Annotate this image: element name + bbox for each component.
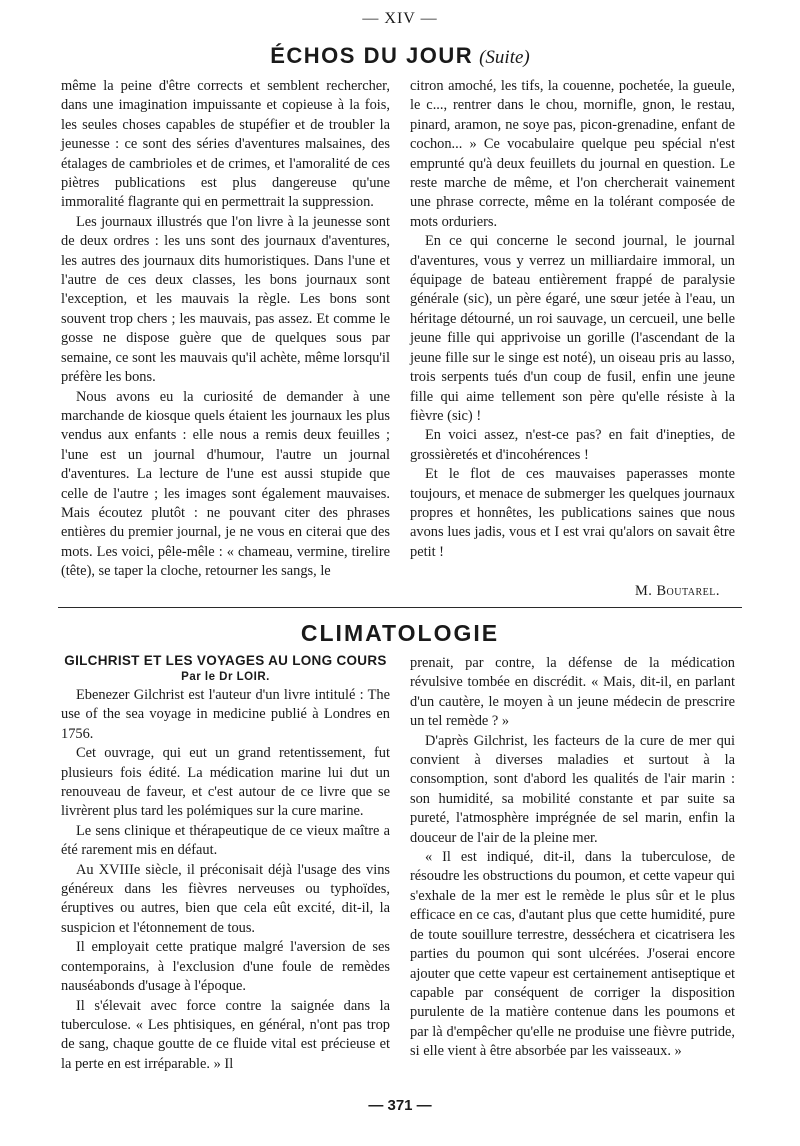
roman-page-number: — XIV — bbox=[362, 10, 438, 27]
paragraph: Au XVIIIe siècle, il préconisait déjà l'usage des vins généreux dans les fièvres nerveuses ou typhoïdes, éruptives ou autres, bien que cela eût excité, dit-il, la suspicion et l'étonnement de tous. bbox=[61, 861, 390, 936]
climatologie-column-left bbox=[61, 686, 390, 1074]
paragraph: Cet ouvrage, qui eut un grand retentissement, fut plusieurs fois édité. La médication marine lui dut un renouveau de faveur, et c'est autour de ce livre que se livrèrent plus tard les polémiques sur la cure marine. bbox=[61, 745, 390, 820]
paragraph: Et le flot de ces mauvaises paperasses monte toujours, et menace de submerger les quelques journaux propres et honnêtes, les publications saines que nous avons lues jadis, vous et I est vrai qu'alors on savait être petit ! bbox=[410, 466, 735, 560]
paragraph: D'après Gilchrist, les facteurs de la cure de mer qui convient à diverses maladies et surtout à la consomption, sont d'abord les qualités de l'air marin : son humidité, sa mobilité constante et par suite sa pureté, l'atmosphère imprégnée de sel marin, enfin la douceur de l'air de la pleine mer. bbox=[410, 732, 735, 846]
paragraph: Nous avons eu la curiosité de demander à une marchande de kiosque quels étaient les journaux les plus vendus aux enfants : elle nous a remis deux feuilles ; l'une est un journal d'humour, l'autre un journal d'aventures. La lecture de l'une est aussi stupide que celle de l'autre ; les images sont également mauvaises. Mais écoutez plutôt : ne pouvant citer des phrases entières du premier journal, je ne vous en citerai que des mots. Les voici, pêle-mêle : « chameau, vermine, tirelire (tête), se taper la cloche, retourner les sangs, le bbox=[61, 388, 390, 580]
paragraph: Les journaux illustrés que l'on livre à la jeunesse sont de deux ordres : les uns sont des journaux d'aventures, les autres des journaux dits humoristiques. Dans l'une et l'autre de ces deux classes, les bons journaux sont l'exception, et les mauvais la règle. Les bons sont souvent trop chers ; les mauvais, pas assez. Et comme le gosse ne dispose guère que de quelques sous par semaine, ce sont les mauvais qu'il achète, même lorsqu'il préfère les bons. bbox=[61, 213, 390, 386]
page-number: — 371 — bbox=[368, 1097, 432, 1114]
paragraph: En ce qui concerne le second journal, le journal d'aventures, vous y verrez un milliardaire immoral, un équipage de bateau entièrement frappé de paralysie générale (sic), un père égaré, une sœur jetée à l'eau, un héritage détourné, un roi sauvage, un cercueil, une belle jeune fille qui apprivoise un gorille (l'ascendant de la jeune fille sur le singe est noté), un oiseau pris au lasso, trois serpents tués d'un coup de fusil, enfin une jeune fille qui aime tellement son père qu'elle résiste à la fièvre (sic) ! bbox=[410, 233, 735, 424]
paragraph: Il s'élevait avec force contre la saignée dans la tuberculose. « Les phtisiques, en général, n'ont pas trop de sang, chaque goutte de ce fluide vital est précieuse et la perte en est irréparable. » Il bbox=[61, 997, 390, 1072]
paragraph: En voici assez, n'est-ce pas? en fait d'inepties, de grossièretés et d'incohérences ! bbox=[410, 427, 735, 463]
article-title: GILCHRIST ET LES VOYAGES AU LONG COURS bbox=[64, 653, 387, 668]
echos-column-right bbox=[410, 77, 735, 562]
section-title-echos bbox=[0, 43, 800, 71]
author-signature: M. Boutarel. bbox=[634, 583, 720, 599]
paragraph: prenait, par contre, la défense de la médication révulsive tombée en discrédit. « Mais, dit-il, en parlant d'un cautère, le moyen à un jeune médecin de prescrire un tel remède ? » bbox=[410, 655, 735, 730]
climatologie-column-right bbox=[410, 654, 735, 1062]
paragraph: Il employait cette pratique malgré l'aversion de ses contemporains, à l'exclusion d'une foule de remèdes nauséabonds d'usage à l'époque. bbox=[61, 939, 390, 995]
paragraph: citron amoché, les tifs, la couenne, pochetée, la gueule, le c..., rentrer dans le chou, mornifle, gnon, le restau, pinard, aramon, ne soye pas, picon-grenadine, enfant de cochon... » Ce vocabulaire quelque peu spécial n'est emprunté qu'à deux feuillets du journal en question. Le reste marche de même, et l'on chercherait vainement une phrase correcte, même en la tolérant composée de mots orduriers. bbox=[410, 78, 735, 230]
section-title-text: ÉCHOS DU JOUR bbox=[270, 43, 474, 68]
article-author: Par le Dr LOIR. bbox=[181, 671, 270, 683]
section-divider bbox=[58, 607, 742, 608]
paragraph: « Il est indiqué, dit-il, dans la tuberculose, de résoudre les obstructions du poumon, et cette vapeur qui s'exhale de la mer est le remède le plus sûr et le plus efficace en ce cas, d'autant plus que cette humidité, pure de toute souillure terrestre, desséchera et cicatrisera les parties du poumon qui sont ulcérées. J'oserai encore ajouter que cette vapeur est certainement antiseptique et capable par conséquent de corriger la disposition purulente de la matière contenue dans les poumons et par là d'empêcher qu'elle ne produise une fièvre putride, si elle vient à être absorbée par les vaisseaux. » bbox=[410, 849, 735, 1060]
paragraph: Ebenezer Gilchrist est l'auteur d'un livre intitulé : The use of the sea voyage in medicine publié à Londres en 1756. bbox=[61, 687, 390, 742]
paragraph: même la peine d'être corrects et semblent rechercher, dans une imagination impuissante et copieuse à la fois, les seules choses capables de stupéfier et de troubler la jeunesse : ce sont des séries d'aventures malsaines, des étalages de cambrioles et de crimes, et l'amoralité de ces piètres publications est plus dangereuse qu'une immoralité flagrante qui en permettrait la suppression. bbox=[61, 78, 390, 211]
echos-column-left bbox=[61, 77, 390, 582]
section-title-climatologie: CLIMATOLOGIE bbox=[300, 620, 500, 646]
section-title-suffix: (Suite) bbox=[479, 47, 530, 68]
paragraph: Le sens clinique et thérapeutique de ce vieux maître a été rarement mis en défaut. bbox=[61, 822, 390, 859]
